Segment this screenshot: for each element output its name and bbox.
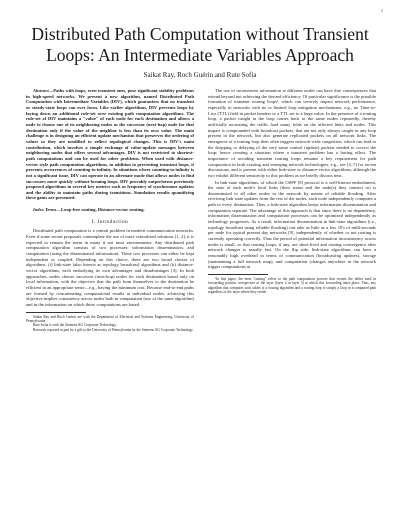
footnote: Saikat Ray and Roch Guérin are with the Department of Electrical and Systems Engineering, University of Pennsylvania. [26, 314, 194, 324]
footnote: ¹In this paper, the term "routing" refers to the path computation process that creates the tables used in forwarding packets, irrespective of the layer (layer 2 or layer 3) at which this forwarding takes place. Thus, any algorithm that computes such tables is a routing algorithm and a routing loop is simply a loop in a computed path regardless of the layer where they reside. [208, 277, 376, 295]
index-terms [26, 207, 194, 213]
footnote: Research reported in part by a gift to the University of Pennsylvania by the Siemens AG Corporate Technology. [33, 327, 194, 332]
title-line: Distributed Path Computation without Transient [31, 24, 369, 44]
title-line: Loops: An Intermediate Variables Approach [46, 45, 354, 65]
index-terms-text: Loop-free routing, Distance-vector routing. [61, 207, 145, 213]
paper-title [0, 24, 400, 66]
footnote-divider [208, 274, 268, 275]
body-paragraph: In link-state algorithms, of which the OSPF [8] protocol is a well-known embodiment, the state of each node's local links (their status and the node(s) they connect to) is disseminated to all other nodes in the network by means of reliable flooding. After receiving link-state updates from the rest of the nodes, each node independently computes a path to every destination. Thus, a link-state algorithm keeps information dissemination and computation separate. The advantage of this approach is that since there is no dependency, information dissemination and computation processes can be optimized independently as technology progresses. As a result, information dissemination in link-state algorithms (i.e., topology broadcast using reliable flooding) can take as little as a few 10's of milli-seconds per node for typical present day networks [9], independently of whether or not routing is currently operating correctly. Thus the period of potential information inconsistency across nodes is small, so that routing loops, if any, are short-lived and routing convergence after network changes is usually fast. On the flip side, link-state algorithms can have a reasonably high overhead in terms of communication (broadcasting updates), storage (maintaining a full network map), and computation (changes anywhere in the network trigger computations at [208, 179, 376, 270]
abstract [26, 88, 194, 201]
author-list: Saikat Ray, Roch Guérin and Rute Sofia [143, 71, 257, 79]
body-paragraph: Distributed path computation is a central problem in modern communication networks. Even if some recent proposals contemplate the use of more centralized solutions [1, 2], it is expected to remain the norm in many if not most environments. Any distributed path computation algorithm consists of two processes: information dissemination, and computation (using the disseminated information). These two processes can either be kept independent or coupled. Depending on this choice, there are two broad classes of algorithms, (i) link-state (also known as topology broadcast) algorithms and (ii) distance-vector algorithms, each embodying its own advantages and disadvantages [3]. In both approaches, nodes choose successor (next-hop) nodes for each destination based only on local information, with the objective that the path from themselves to the destination be efficient in an appropriate sense—e.g., having the minimum cost. Because end-to-end paths are formed by concatenating computational results at individual nodes, achieving this objective implies consistency across nodes both in computation (use of the same algorithm) and in the information on which those computations are based. [26, 228, 194, 307]
body-paragraph: The use of inconsistent information at different nodes can have dire consequences that extend beyond not achieving the desired efficiency. Of particular significance is the possible formation of transient routing loops¹, which can severely impact network performance, especially in networks with no or limited loop mitigation mechanisms, e.g., no Time-to-Live (TTL) field in packet headers or a TTL set to a large value. In the presence of a routing loop, a packet caught in the loop comes back to the same nodes repeatedly, thereby artificially increasing the traffic load many folds on the affected links and nodes. This impact is compounded with broadcast packets, that are not only always caught in any loop present in the network, but also generate replicated packets on all network links. The emergence of a routing loop then often triggers network-wide congestion, which can lead to the dropping or delaying of the very same control (update) packets needed to correct the loop; hence creating a situation where a transient problem has a lasting effect. The importance of avoiding transient routing loops remains a key requirement for path computation in both existing and emerging network technologies, e.g., see [4–7] for recent discussions, and is present with either link-state or distance-vector algorithms, although the two exhibit different sensitivity to this problem as we briefly discuss next. [208, 88, 376, 178]
footnote: Rute Sofia is with the Siemens AG Corporate Technology. [33, 323, 117, 328]
right-column [208, 88, 376, 295]
abstract-lead: Abstract— [33, 88, 54, 93]
abstract-text: Paths with loops, even transient ones, pose significant stability problems in high-speed networks. We present a new algorithm, named Distributed Path Computation with Intermediate Variables (DIV), which guarantees that no transient or steady-state loops can ever form. Like earlier algorithms, DIV prevents loops by laying down an additional rule-set over existing path computation algorithms. The rule-set of DIV maintains a "value" of each node for each destination and allows a node to choose one of its neighboring nodes as the successor (next-hop) node for that destination only if the value of the neighbor is less than its own value. The main challenge is in designing an efficient update mechanism that preserves the ordering of values so they are modified to reflect topological changes. This is DIV's main contribution, which involves a simple exchange of value-update messages between neighboring nodes that offers several advantages. DIV is not restricted to shortest-path computations and can be used for other problems. When used with distance-vector style path computation algorithms, in addition to preventing transient loops, it prevents occurrences of counting-to-infinity. In situations where counting-to-infinity is not a significant issue, DIV can operate in an alternate mode that allows nodes to find successors more quickly without forming loops. DIV provably outperforms previously proposed algorithms in several key metrics such as frequency of synchronous updates and the ability to maintain paths during transitions. Simulation results quantifying these gains are presented. [26, 88, 194, 201]
index-terms-lead: Index Terms— [33, 207, 62, 213]
left-column [26, 88, 194, 332]
page-number: 1 [381, 8, 383, 13]
section-heading: I. Introduction [91, 219, 129, 225]
footnote-divider [26, 312, 86, 313]
